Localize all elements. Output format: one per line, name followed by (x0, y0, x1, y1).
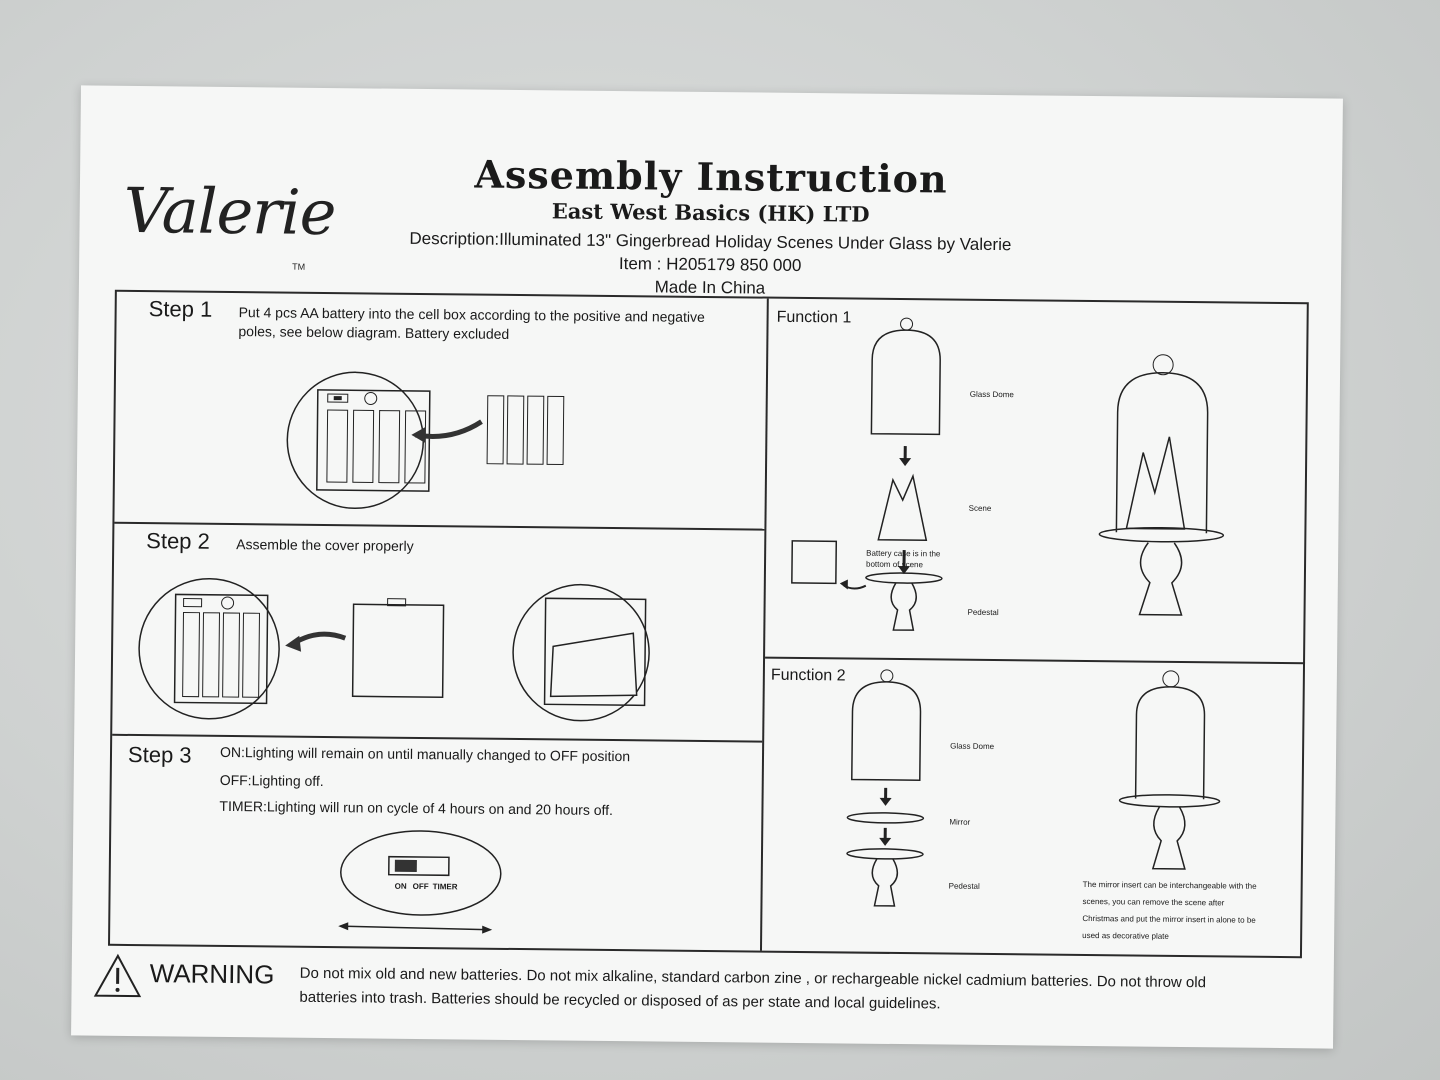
trademark-mark: TM (292, 261, 306, 272)
step-1-panel (114, 292, 766, 531)
step-2-panel (112, 524, 764, 743)
function-1-panel (765, 299, 1309, 665)
warning-text: Do not mix old and new batteries. Do not mix alkaline, standard carbon zine , or rechargeable nickel cadmium batteries. Do not throw old batteries into trash. Batteries should be recycled or disposed of as per state and local guidelines. (299, 964, 1207, 1013)
function-2-glass-dome-label: Glass Dome (950, 741, 995, 752)
instruction-sheet (71, 85, 1343, 1048)
warning-triangle-icon (93, 954, 141, 999)
step-2-text: Assemble the cover properly (236, 536, 414, 554)
function-2-panel (762, 659, 1305, 957)
switch-off-label: OFF (412, 881, 429, 892)
origin: Made In China (654, 277, 766, 298)
step-3-panel (110, 736, 762, 953)
function-2-label: Function 2 (770, 666, 846, 685)
switch-diagram (110, 824, 751, 951)
product-description: Description:Illuminated 13" Gingerbread Holiday Scenes Under Glass by Valerie (409, 228, 1012, 255)
instruction-table (108, 290, 1309, 958)
switch-on-label: ON (394, 881, 407, 891)
step-1-text: Put 4 pcs AA battery into the cell box according to the positive and negative poles, see below diagram. Battery excluded (238, 304, 705, 342)
item-number: Item : H205179 850 000 (618, 254, 802, 275)
function-1-glass-dome-label: Glass Dome (969, 389, 1014, 400)
document-title: Assembly Instruction (474, 151, 948, 202)
warning-label: WARNING (149, 958, 275, 990)
battery-case-note: Battery case is in the bottom of scene (865, 548, 941, 570)
function-1-scene-label: Scene (968, 503, 992, 513)
function-2-pedestal-label: Pedestal (948, 881, 980, 891)
steps-column (110, 292, 769, 951)
mirror-insert-note: The mirror insert can be interchangeable with the scenes, you can remove the scene after Christmas and put the mirror insert in alone to be used as decorative plate (1082, 879, 1257, 941)
function-2-mirror-label: Mirror (949, 817, 971, 827)
function-1-exploded-diagram (765, 299, 1309, 665)
step-3-off-text: OFF:Lighting off. (219, 771, 324, 789)
step-2-label: Step 2 (146, 528, 210, 554)
step-1-label: Step 1 (148, 296, 213, 322)
step-3-timer-text: TIMER:Lighting will run on cycle of 4 hours on and 20 hours off. (219, 797, 614, 819)
company-name: East West Basics (HK) LTD (551, 198, 870, 227)
function-1-label: Function 1 (776, 308, 852, 327)
step-3-on-text: ON:Lighting will remain on until manually changed to OFF position (219, 743, 631, 765)
battery-box-diagram (114, 368, 756, 525)
valerie-logo: Valerie (123, 173, 336, 250)
switch-timer-label: TIMER (432, 882, 458, 892)
function-1-pedestal-label: Pedestal (967, 607, 999, 618)
cover-assembly-diagram (112, 564, 754, 731)
functions-column (762, 299, 1309, 957)
step-3-label: Step 3 (127, 741, 192, 768)
